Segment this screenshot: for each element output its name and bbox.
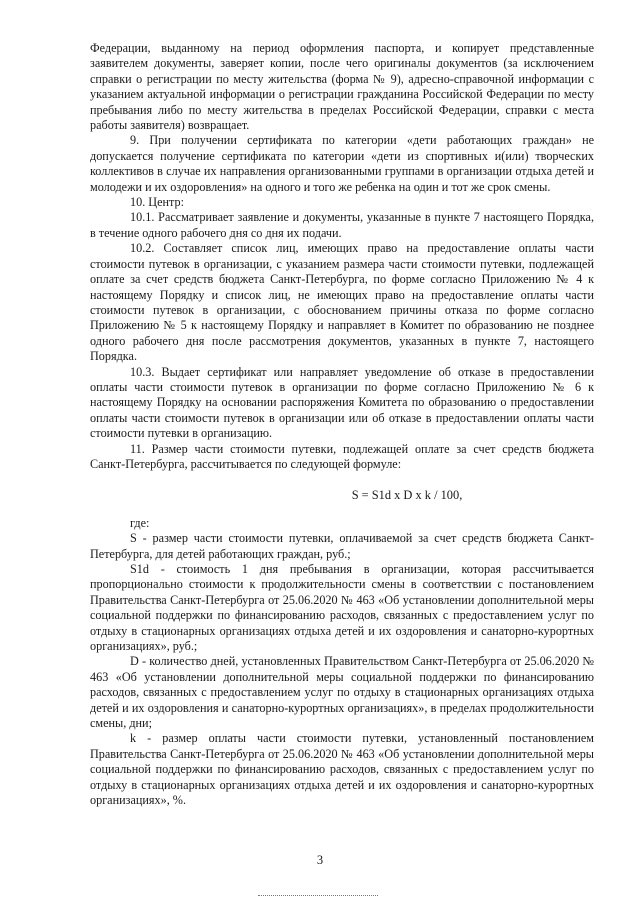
paragraph-10-2: 10.2. Составляет список лиц, имеющих право на предоставление оплаты части стоимости путевок в организации, с указанием размера части стоимости путевки, подлежащей оплате за счет средств бюджета Санкт-Петербурга, по форме согласно Приложению № 4 к настоящему Порядку и список лиц, не имеющих право на предоставление оплаты части стоимости путевок в организации, с обоснованием причины отказа по форме согласно Приложению № 5 к настоящему Порядку и направляет в Комитет по образованию не позднее одного рабочего дня после рассмотрения документов, указанных в пункте 7, настоящего Порядка. [90, 241, 594, 364]
definition-k: k - размер оплаты части стоимости путевки, установленный постановлением Правительства Санкт-Петербурга от 25.06.2020 № 463 «Об установлении дополнительной меры социальной поддержки по финансированию расходов, связанных с предоставлением услуг по отдыху в стационарных организациях отдыха детей и их оздоровления и санаторно-курортных организациях», %. [90, 731, 594, 808]
paragraph-11: 11. Размер части стоимости путевки, подлежащей оплате за счет средств бюджета Санкт-Петербурга, рассчитывается по следующей формуле: [90, 441, 594, 471]
paragraph-10-3: 10.3. Выдает сертификат или направляет уведомление об отказе в предоставлении оплаты части стоимости путевок в организации по форме согласно Приложению № 6 к настоящему Порядку на основании распоряжения Комитета по образованию о предоставлении оплаты части стоимости путевок в организации или об отказе в предоставлении оплаты части стоимости путевки в организацию. [90, 364, 594, 441]
page-number: 3 [316, 853, 324, 867]
document-body [90, 41, 594, 809]
paragraph-9: 9. При получении сертификата по категории «дети работающих граждан» не допускается получение сертификата по категории «дети из спортивных и(или) творческих коллективов в случае их направления организованными группами в организации отдыха детей и молодежи и их оздоровления» на одного и того же ребенка на один и тот же срок смены. [90, 133, 594, 194]
definition-s: S - размер части стоимости путевки, оплачиваемой за счет средств бюджета Санкт-Петербурга, для детей работающих граждан, руб.; [90, 531, 594, 561]
paragraph-10-1: 10.1. Рассматривает заявление и документы, указанные в пункте 7 настоящего Порядка, в течение одного рабочего дня со дня их подачи. [90, 210, 594, 240]
definition-s1d: S1d - стоимость 1 дня пребывания в организации, которая рассчитывается пропорционально стоимости к продолжительности смены в соответствии с постановлением Правительства Санкт-Петербурга от 25.06.2020 № 463 «Об установлении дополнительной меры социальной поддержки по финансированию расходов, связанных с предоставлением услуг по отдыху в стационарных организациях отдыха детей и их оздоровления и санаторно-курортных организациях», руб.; [90, 562, 594, 654]
definitions-intro: где: [130, 515, 150, 530]
paragraph-10: 10. Центр: [130, 195, 184, 210]
definition-d: D - количество дней, установленных Правительством Санкт-Петербурга от 25.06.2020 № 463 «Об установлении дополнительной меры социальной поддержки по финансированию расходов, связанных с предоставлением услуг по отдыху в стационарных организациях отдыха детей и их оздоровления и санаторно-курортных организациях», в пределах продолжительности смены, дни; [90, 654, 594, 731]
scan-edge-mark [258, 895, 378, 896]
paragraph-continuation: Федерации, выданному на период оформления паспорта, и копирует представленные заявителем документы, заверяет копии, после чего оригиналы документов (за исключением справки о регистрации по месту жительства (форма № 9), адресно-справочной информации с указанием актуальной информации о регистрации гражданина Российской Федерации по месту пребывания либо по месту жительства в пределах Российской Федерации, справки с места работы заявителя) возвращает. [90, 41, 594, 133]
formula: S = S1d x D x k / 100, [351, 488, 463, 503]
